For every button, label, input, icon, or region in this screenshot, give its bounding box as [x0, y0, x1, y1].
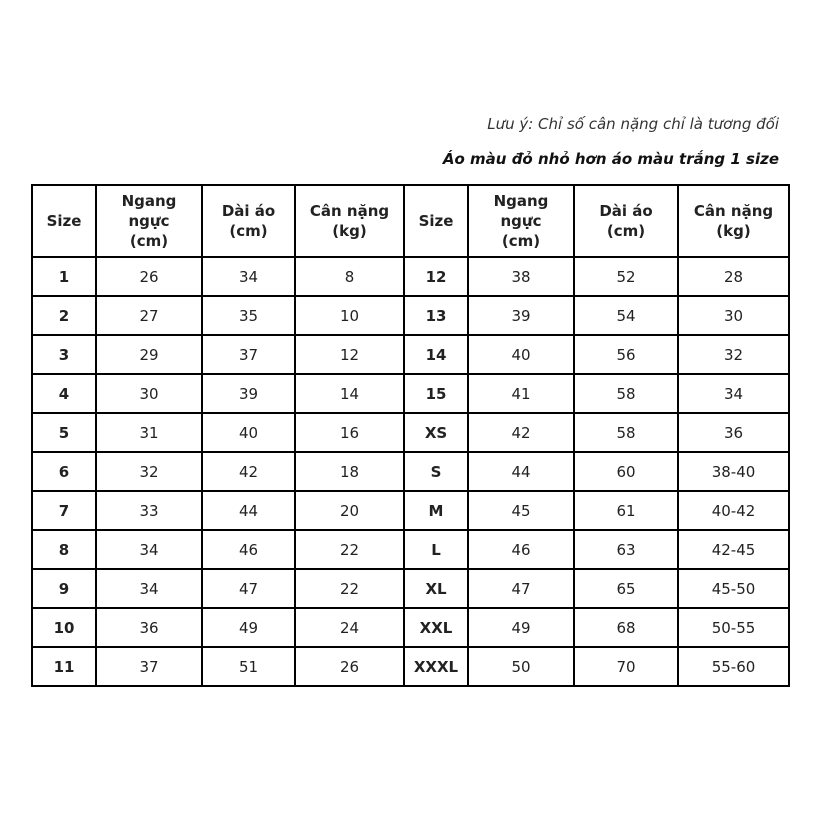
chest-cell: 41: [468, 374, 574, 413]
header-weight: [295, 185, 404, 257]
chest-cell: 49: [468, 608, 574, 647]
table-row: [32, 374, 789, 413]
size-cell: S: [404, 452, 468, 491]
length-cell: 70: [574, 647, 678, 686]
size-cell: 14: [404, 335, 468, 374]
header-text: Ngang: [493, 192, 549, 210]
weight-cell: 42-45: [678, 530, 789, 569]
size-cell: XS: [404, 413, 468, 452]
weight-cell: 22: [295, 530, 404, 569]
size-cell: 4: [32, 374, 96, 413]
size-cell: XXXL: [404, 647, 468, 686]
header-text: Cân nặng: [309, 202, 390, 220]
length-cell: 35: [202, 296, 295, 335]
weight-cell: 20: [295, 491, 404, 530]
weight-cell: 16: [295, 413, 404, 452]
weight-cell: 26: [295, 647, 404, 686]
chest-cell: 36: [96, 608, 202, 647]
length-cell: 56: [574, 335, 678, 374]
chest-cell: 45: [468, 491, 574, 530]
weight-cell: 55-60: [678, 647, 789, 686]
length-cell: 40: [202, 413, 295, 452]
length-cell: 51: [202, 647, 295, 686]
chest-cell: 47: [468, 569, 574, 608]
size-chart-table: [31, 184, 790, 687]
length-cell: 54: [574, 296, 678, 335]
size-cell: 15: [404, 374, 468, 413]
weight-cell: 40-42: [678, 491, 789, 530]
weight-cell: 50-55: [678, 608, 789, 647]
chest-cell: 30: [96, 374, 202, 413]
header-size: [404, 185, 468, 257]
length-cell: 39: [202, 374, 295, 413]
weight-cell: 32: [678, 335, 789, 374]
weight-cell: 28: [678, 257, 789, 296]
length-cell: 58: [574, 413, 678, 452]
size-cell: 13: [404, 296, 468, 335]
header-shirt-length: [202, 185, 295, 257]
table-row: [32, 647, 789, 686]
weight-cell: 34: [678, 374, 789, 413]
size-cell: 8: [32, 530, 96, 569]
header-text: (cm): [129, 232, 169, 250]
chest-cell: 26: [96, 257, 202, 296]
chest-cell: 38: [468, 257, 574, 296]
header-weight: [678, 185, 789, 257]
header-chest-width: [468, 185, 574, 257]
size-cell: 12: [404, 257, 468, 296]
table-row: [32, 452, 789, 491]
length-cell: 37: [202, 335, 295, 374]
size-cell: XL: [404, 569, 468, 608]
table-row: [32, 491, 789, 530]
header-shirt-length: [574, 185, 678, 257]
chest-cell: 32: [96, 452, 202, 491]
header-text: (cm): [606, 222, 646, 240]
length-cell: 61: [574, 491, 678, 530]
length-cell: 58: [574, 374, 678, 413]
length-cell: 47: [202, 569, 295, 608]
size-cell: 6: [32, 452, 96, 491]
length-cell: 44: [202, 491, 295, 530]
length-cell: 46: [202, 530, 295, 569]
size-cell: 1: [32, 257, 96, 296]
table-row: [32, 413, 789, 452]
chest-cell: 42: [468, 413, 574, 452]
chest-cell: 46: [468, 530, 574, 569]
size-cell: 10: [32, 608, 96, 647]
size-cell: 9: [32, 569, 96, 608]
weight-cell: 8: [295, 257, 404, 296]
size-note: Áo màu đỏ nhỏ hơn áo màu trắng 1 size: [442, 150, 779, 168]
weight-cell: 22: [295, 569, 404, 608]
length-cell: 52: [574, 257, 678, 296]
chest-cell: 27: [96, 296, 202, 335]
weight-note: Lưu ý: Chỉ số cân nặng chỉ là tương đối: [487, 115, 779, 133]
header-text: ngực: [128, 212, 170, 230]
table-row: [32, 608, 789, 647]
header-text: Size: [418, 212, 454, 230]
weight-cell: 12: [295, 335, 404, 374]
header-text: Dài áo: [221, 202, 276, 220]
header-text: Dài áo: [599, 202, 653, 220]
chest-cell: 29: [96, 335, 202, 374]
chest-cell: 39: [468, 296, 574, 335]
size-cell: 3: [32, 335, 96, 374]
header-text: ngực: [500, 212, 542, 230]
chest-cell: 34: [96, 530, 202, 569]
chest-cell: 33: [96, 491, 202, 530]
size-cell: 11: [32, 647, 96, 686]
size-cell: 5: [32, 413, 96, 452]
length-cell: 60: [574, 452, 678, 491]
chest-cell: 34: [96, 569, 202, 608]
chest-cell: 44: [468, 452, 574, 491]
size-cell: M: [404, 491, 468, 530]
length-cell: 65: [574, 569, 678, 608]
table-row: [32, 569, 789, 608]
table-row: [32, 335, 789, 374]
table-row: [32, 296, 789, 335]
weight-cell: 14: [295, 374, 404, 413]
length-cell: 68: [574, 608, 678, 647]
header-size: [32, 185, 96, 257]
size-cell: 7: [32, 491, 96, 530]
header-chest-width: [96, 185, 202, 257]
length-cell: 42: [202, 452, 295, 491]
size-cell: 2: [32, 296, 96, 335]
header-text: (kg): [716, 222, 751, 240]
weight-cell: 36: [678, 413, 789, 452]
weight-cell: 24: [295, 608, 404, 647]
weight-cell: 45-50: [678, 569, 789, 608]
weight-cell: 30: [678, 296, 789, 335]
chest-cell: 31: [96, 413, 202, 452]
header-text: (kg): [332, 222, 367, 240]
table-header-row: [32, 185, 789, 257]
length-cell: 34: [202, 257, 295, 296]
size-cell: XXL: [404, 608, 468, 647]
weight-cell: 10: [295, 296, 404, 335]
header-text: (cm): [501, 232, 541, 250]
weight-cell: 38-40: [678, 452, 789, 491]
length-cell: 63: [574, 530, 678, 569]
header-text: (cm): [229, 222, 268, 240]
weight-cell: 18: [295, 452, 404, 491]
size-cell: L: [404, 530, 468, 569]
chest-cell: 50: [468, 647, 574, 686]
chest-cell: 40: [468, 335, 574, 374]
chest-cell: 37: [96, 647, 202, 686]
length-cell: 49: [202, 608, 295, 647]
table-row: [32, 257, 789, 296]
table-row: [32, 530, 789, 569]
header-text: Ngang: [121, 192, 177, 210]
table-body: [32, 257, 789, 686]
header-text: Size: [46, 212, 82, 230]
header-text: Cân nặng: [693, 202, 774, 220]
